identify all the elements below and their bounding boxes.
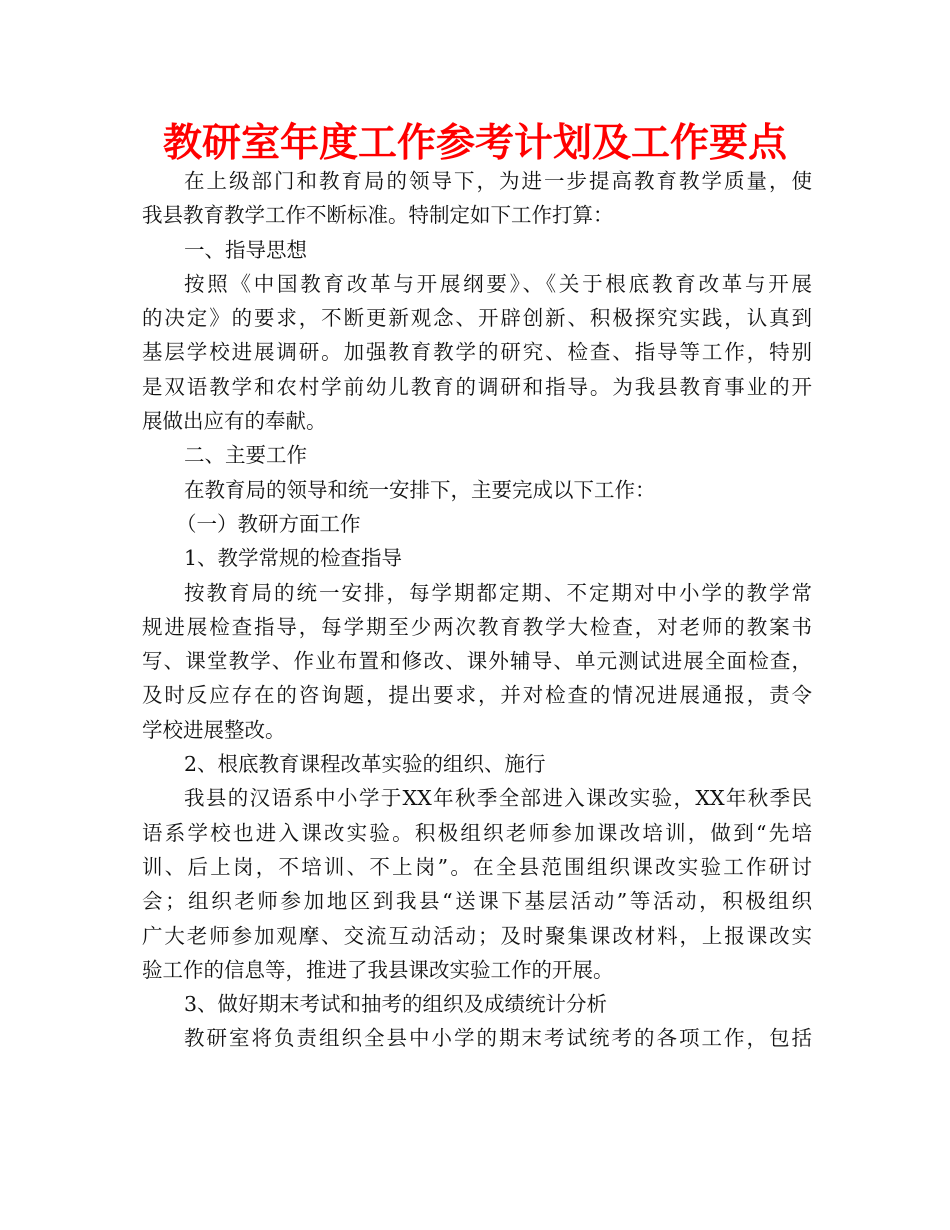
body-line: 展做出应有的奉献。: [142, 409, 327, 434]
body-line: 1、教学常规的检查指导: [184, 546, 403, 571]
body-line: 我县教育教学工作不断标准。特制定如下工作打算：: [142, 203, 614, 228]
body-line: 一、指导思想: [184, 237, 307, 262]
body-line: 基层学校进展调研。加强教育教学的研究、检查、指导等工作，特别: [142, 340, 812, 365]
body-line: 2、根底教育课程改革实验的组织、施行: [184, 752, 546, 777]
body-line: 学校进展整改。: [142, 717, 286, 742]
document-title: 教研室年度工作参考计划及工作要点: [162, 121, 787, 166]
body-line: 在上级部门和教育局的领导下，为进一步提高教育教学质量，使: [184, 169, 812, 193]
body-line: 二、主要工作: [184, 443, 307, 468]
body-line: 按照《中国教育改革与开展纲要》、《关于根底教育改革与开展: [184, 271, 812, 296]
body-line: 会；组织老师参加地区到我县“送课下基层活动”等活动，积极组织: [142, 889, 812, 914]
body-line: 在教育局的领导和统一安排下，主要完成以下工作：: [184, 477, 656, 502]
body-line: 训、后上岗，不培训、不上岗”。在全县范围组织课改实验工作研讨: [142, 854, 812, 879]
body-line: 的决定》的要求，不断更新观念、开辟创新、积极探究实践，认真到: [142, 306, 812, 331]
body-line: 是双语教学和农村学前幼儿教育的调研和指导。为我县教育事业的开: [142, 374, 812, 399]
body-line: 验工作的信息等，推进了我县课改实验工作的开展。: [142, 957, 614, 982]
body-line: （一）教研方面工作: [176, 511, 361, 536]
body-line: 及时反应存在的咨询题，提出要求，并对检查的情况进展通报，责令: [142, 683, 812, 708]
body-line: 教研室将负责组织全县中小学的期末考试统考的各项工作，包括: [184, 1026, 812, 1051]
body-line: 广大老师参加观摩、交流互动活动；及时聚集课改材料，上报课改实: [142, 923, 812, 948]
body-line: 写、课堂教学、作业布置和修改、课外辅导、单元测试进展全面检查，: [142, 649, 812, 674]
body-line: 语系学校也进入课改实验。积极组织老师参加课改培训，做到“先培: [142, 820, 812, 845]
body-line: 我县的汉语系中小学于XX年秋季全部进入课改实验，XX年秋季民: [184, 786, 812, 811]
body-line: 规进展检查指导，每学期至少两次教育教学大检查，对老师的教案书: [142, 614, 812, 639]
body-line: 按教育局的统一安排，每学期都定期、不定期对中小学的教学常: [184, 580, 812, 605]
body-line: 3、做好期末考试和抽考的组织及成绩统计分析: [184, 992, 608, 1017]
document-body: [142, 164, 812, 1056]
